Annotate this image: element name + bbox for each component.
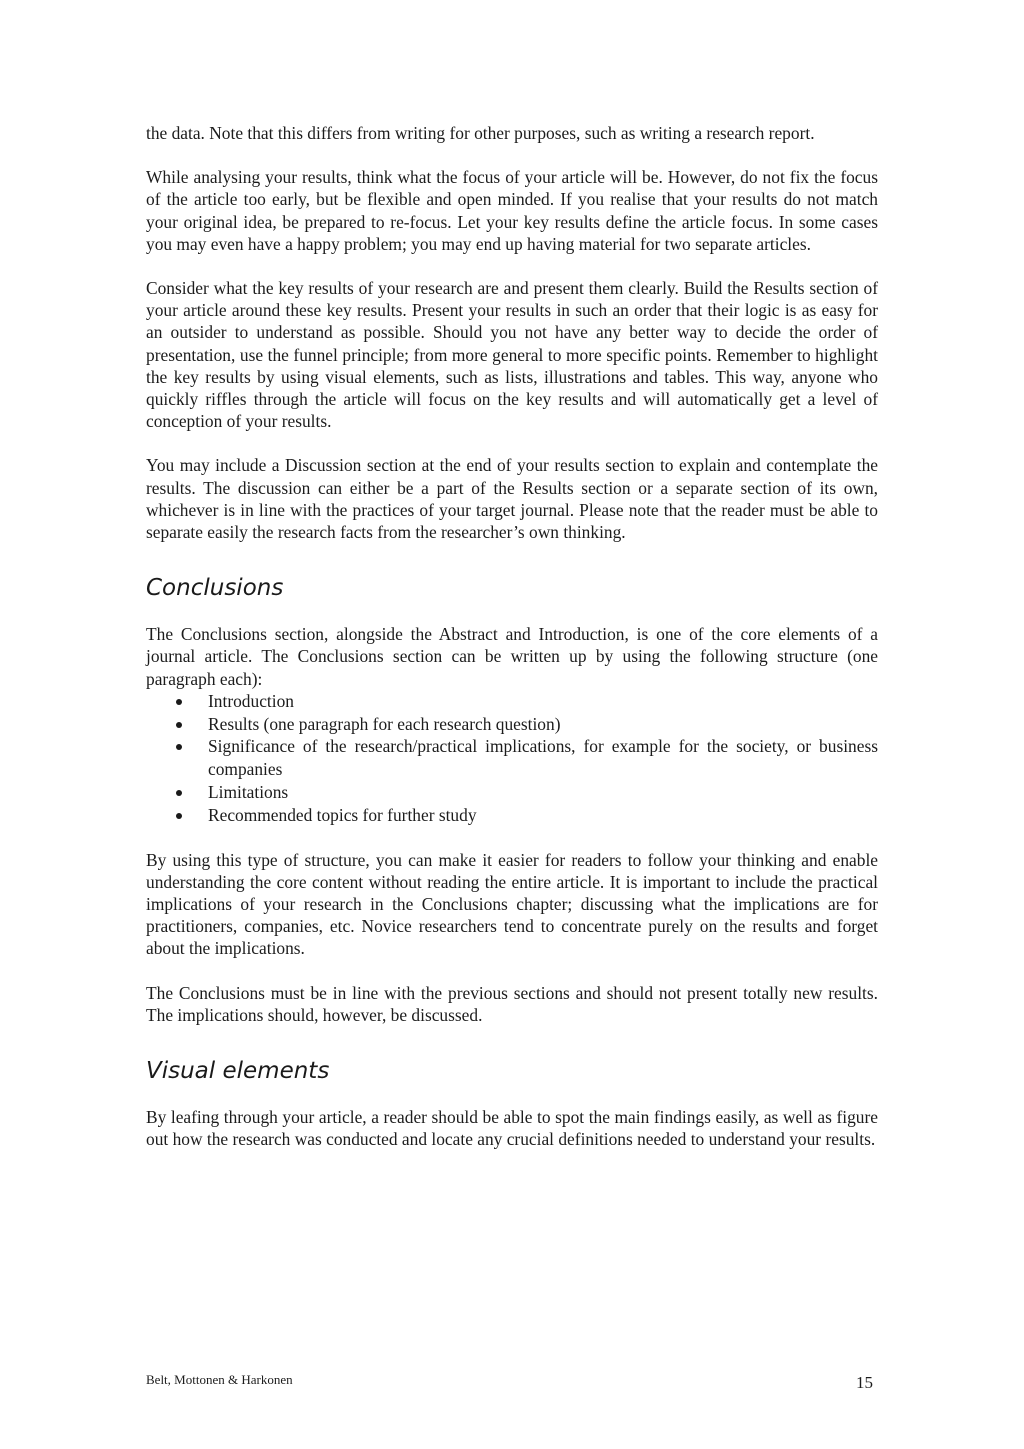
paragraph-gap xyxy=(146,960,878,982)
page-content xyxy=(146,122,878,1150)
list-item-text: Results (one paragraph for each research question) xyxy=(208,713,561,734)
paragraph-discussion: You may include a Discussion section at the end of your results section to explain and contemplate the results. The discussion can either be a part of the Results section or a separate section of its own, whichever is in line with the practices of your target journal. Please note that the reader must be able to separate easily the research facts from the researcher’s own thinking. xyxy=(146,455,878,543)
list-item-text: Introduction xyxy=(208,690,294,711)
paragraph-structure-benefits: By using this type of structure, you can make it easier for readers to follow your thinking and enable understanding the core content without reading the entire article. It is important to include the practical implications of your research in the Conclusions chapter; discussing what the implications are for practitioners, companies, etc. Novice researchers tend to concentrate purely on the results and forget about the implications. xyxy=(146,849,878,959)
visual-elements-heading: Visual elements xyxy=(146,1058,330,1085)
conclusions-intro: The Conclusions section, alongside the Abstract and Introduction, is one of the core elements of a journal article. The Conclusions section can be written up by using the following structure (one paragraph each): xyxy=(146,624,878,689)
list-item xyxy=(146,804,878,827)
page-number: 15 xyxy=(856,1373,873,1392)
bullet-icon xyxy=(176,722,182,728)
paragraph-gap xyxy=(146,144,878,166)
list-item xyxy=(146,735,878,781)
paragraph-conclusions-consistency: The Conclusions must be in line with the previous sections and should not present totally new results. The implications should, however, be discussed. xyxy=(146,982,878,1025)
section-gap xyxy=(146,543,878,573)
conclusions-heading: Conclusions xyxy=(146,575,284,602)
bullet-icon xyxy=(176,790,182,796)
list-item xyxy=(146,713,878,736)
section-gap xyxy=(146,1026,878,1056)
list-item-text: Limitations xyxy=(208,782,289,803)
list-item xyxy=(146,781,878,804)
heading-gap xyxy=(146,1086,878,1106)
list-item xyxy=(146,690,878,713)
list-item-text: Recommended topics for further study xyxy=(208,804,477,825)
paragraph-gap xyxy=(146,255,878,277)
paragraph-key-results: Consider what the key results of your research are and present them clearly. Build the Results section of your article around these key results. Present your results in such an order that their logic is as easy for an outsider to understand as possible. Should you not have any better way to decide the order of presentation, use the funnel principle; from more general to more specific points. Remember to highlight the key results by using visual elements, such as lists, illustrations and tables. This way, anyone who quickly riffles through the article will focus on the key results and will automatically get a level of conception of your results. xyxy=(146,278,878,432)
footer-authors: Belt, Mottonen & Harkonen xyxy=(146,1372,293,1387)
bullet-icon xyxy=(176,813,182,819)
bullet-icon xyxy=(176,744,182,750)
paragraph-gap xyxy=(146,432,878,454)
paragraph-report: the data. Note that this differs from writing for other purposes, such as writing a research report. xyxy=(146,123,815,143)
paragraph-focus: While analysing your results, think what the focus of your article will be. However, do not fix the focus of the article too early, but be flexible and open minded. If you realise that your results do not match your original idea, be prepared to re-focus. Let your key results define the article focus. In some cases you may even have a happy problem; you may end up having material for two separate articles. xyxy=(146,167,878,254)
conclusions-structure-list xyxy=(146,690,878,827)
bullet-icon xyxy=(176,699,182,705)
heading-gap xyxy=(146,603,878,623)
list-item-text: Significance of the research/practical implications, for example for the society, or business companies xyxy=(208,736,878,780)
paragraph-visual-elements: By leafing through your article, a reader should be able to spot the main findings easily, as well as figure out how the research was conducted and locate any crucial definitions needed to understand your results. xyxy=(146,1107,878,1150)
paragraph-gap xyxy=(146,827,878,849)
